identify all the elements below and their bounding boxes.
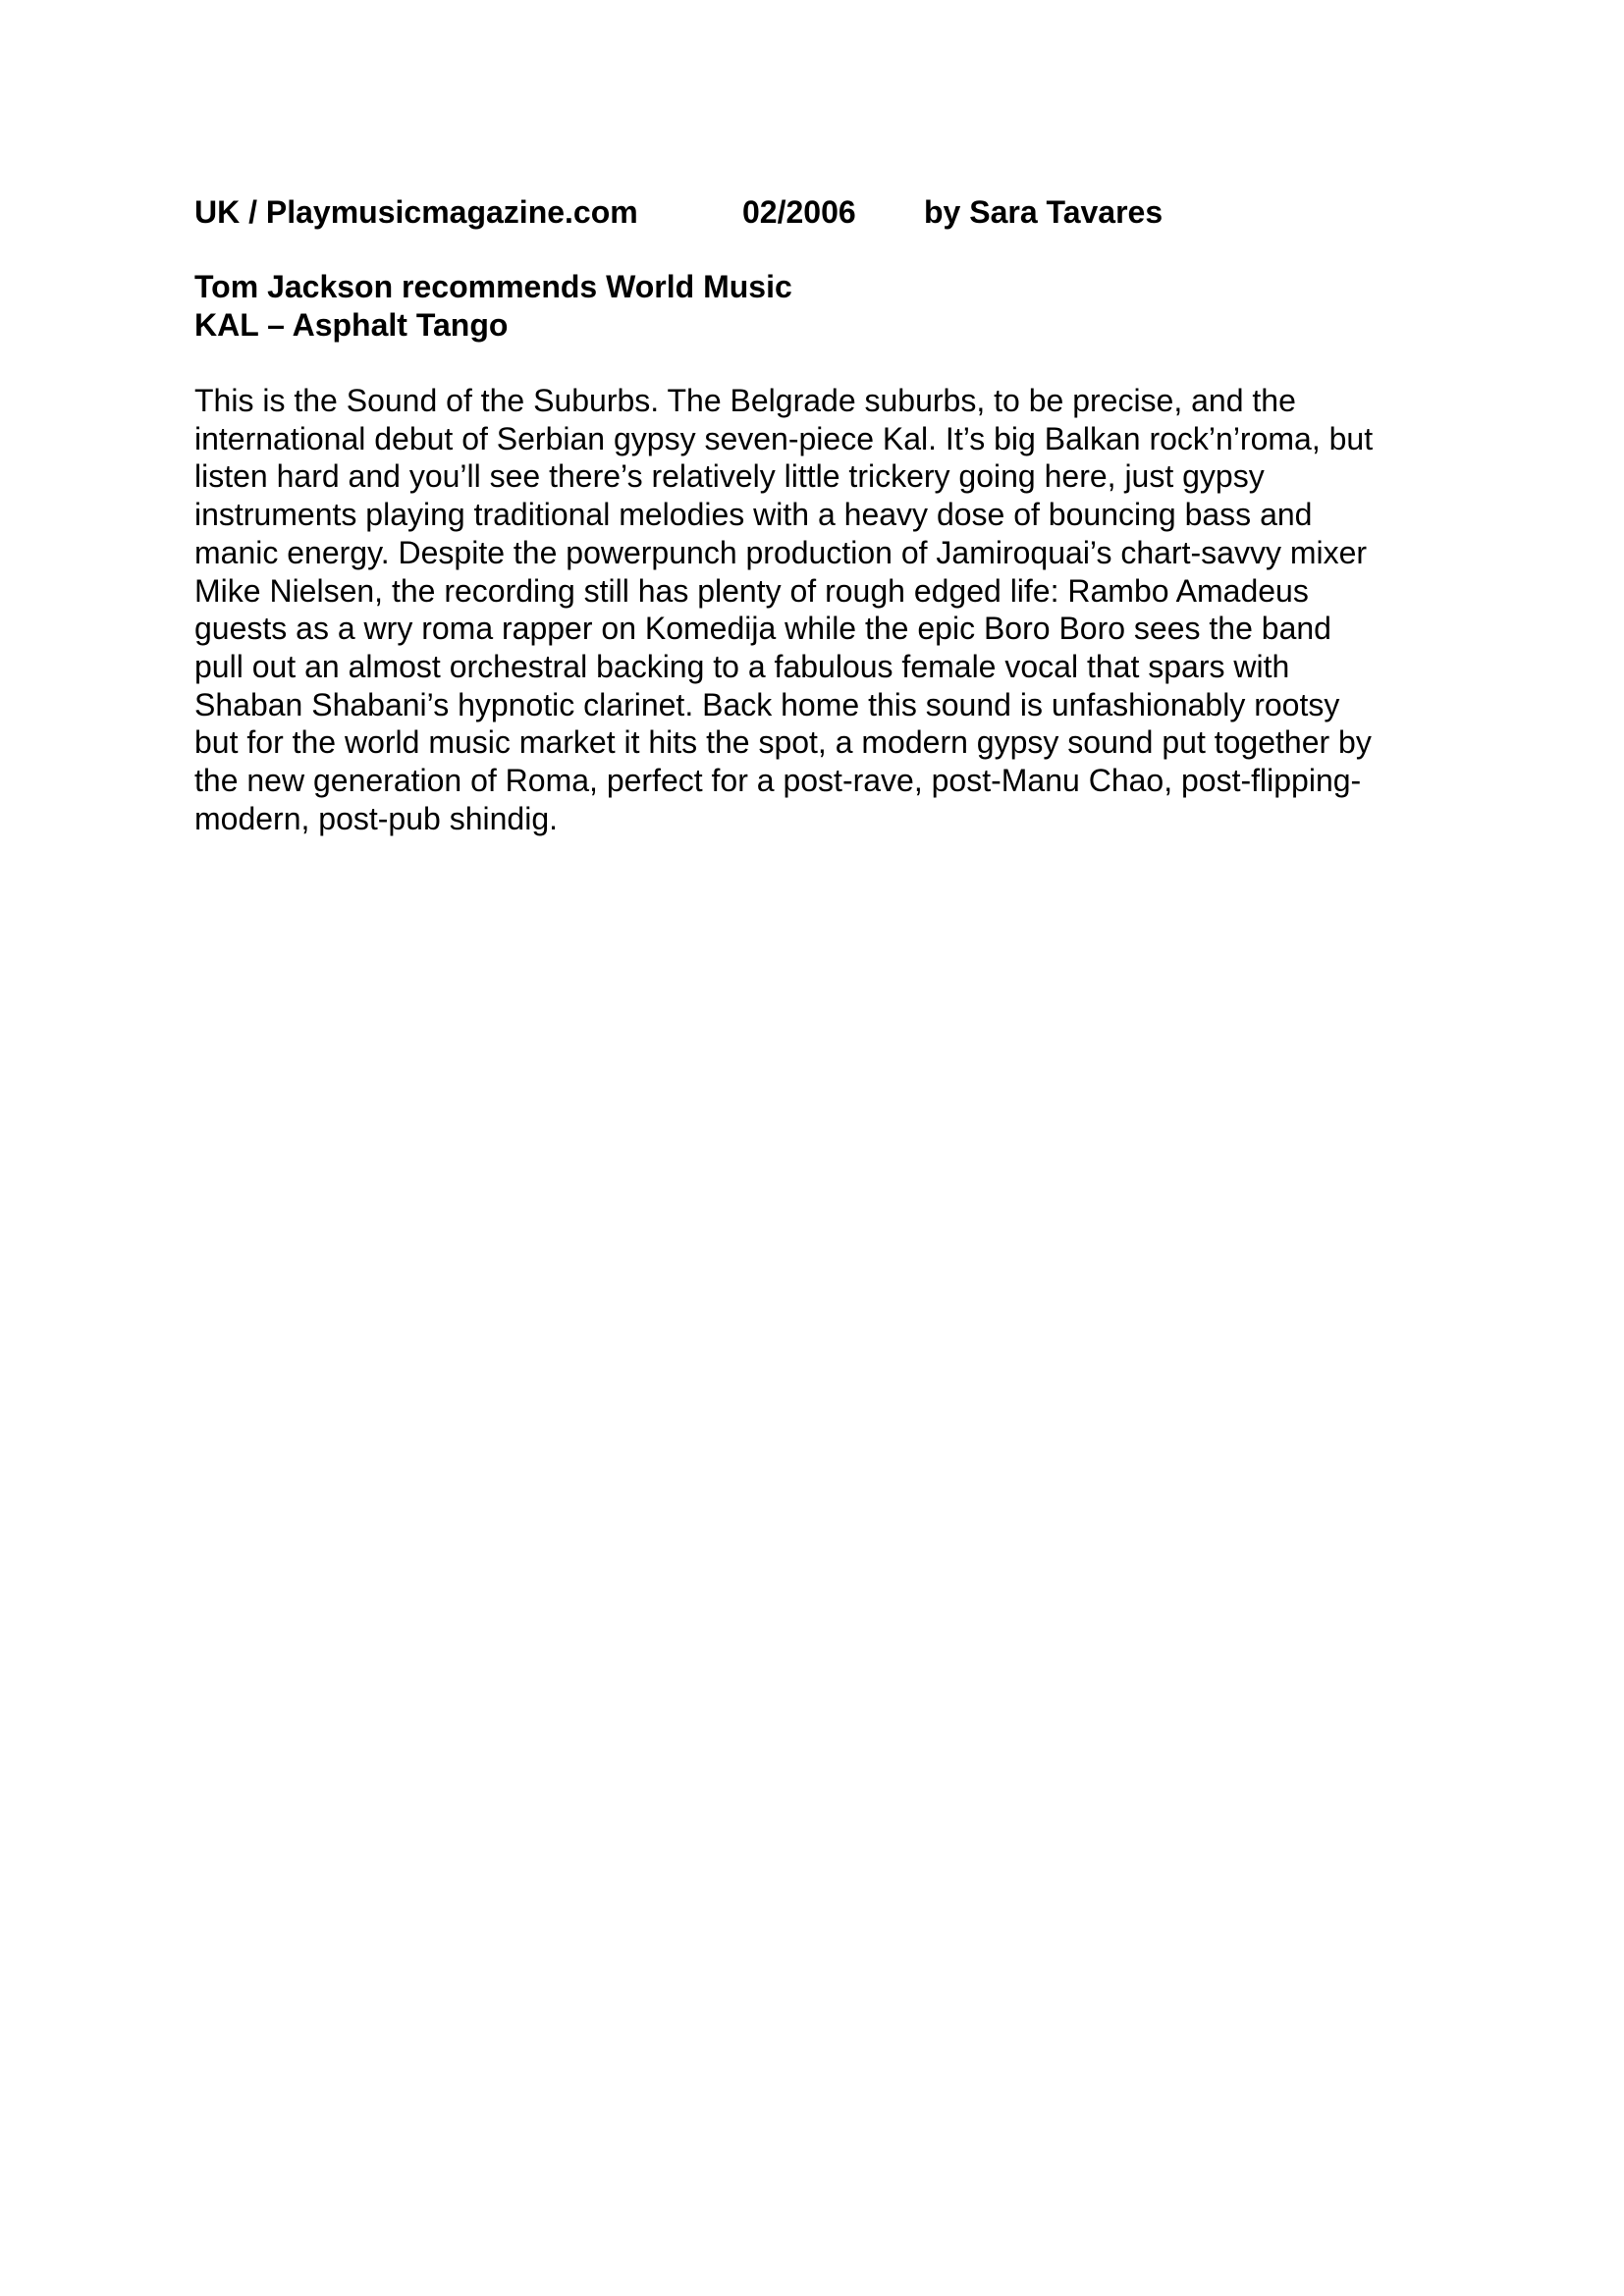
header-author: by Sara Tavares bbox=[924, 194, 1164, 230]
document-page bbox=[194, 192, 1471, 837]
body-line: modern, post-pub shindig. bbox=[194, 800, 558, 836]
body-line: instruments playing traditional melodies with a heavy dose of bouncing bass and bbox=[194, 497, 1313, 533]
body-line: international debut of Serbian gypsy seven-piece Kal. It’s big Balkan rock’n’roma, but bbox=[194, 420, 1374, 456]
header-source: UK / Playmusicmagazine.com bbox=[194, 194, 638, 230]
body-line: guests as a wry roma rapper on Komedija while the epic Boro Boro sees the band bbox=[194, 611, 1331, 647]
document-header bbox=[194, 192, 1471, 232]
article-heading bbox=[194, 268, 1471, 345]
body-line: This is the Sound of the Suburbs. The Belgrade suburbs, to be precise, and the bbox=[194, 383, 1296, 418]
header-date: 02/2006 bbox=[742, 194, 856, 230]
body-line: pull out an almost orchestral backing to a fabulous female vocal that spars with bbox=[194, 648, 1290, 684]
article-kicker: Tom Jackson recommends World Music bbox=[194, 269, 792, 304]
body-line: Shaban Shabani’s hypnotic clarinet. Back home this sound is unfashionably rootsy bbox=[194, 686, 1340, 722]
body-line: the new generation of Roma, perfect for a post-rave, post-Manu Chao, post-flipping- bbox=[194, 763, 1362, 799]
article-title: KAL – Asphalt Tango bbox=[194, 307, 509, 343]
body-line: manic energy. Despite the powerpunch production of Jamiroquai’s chart-savvy mixer bbox=[194, 534, 1368, 570]
body-line: listen hard and you’ll see there’s relatively little trickery going here, just gypsy bbox=[194, 458, 1265, 495]
body-line: but for the world music market it hits the spot, a modern gypsy sound put together by bbox=[194, 724, 1372, 761]
body-line: Mike Nielsen, the recording still has plenty of rough edged life: Rambo Amadeus bbox=[194, 572, 1309, 609]
article-body bbox=[194, 382, 1471, 837]
